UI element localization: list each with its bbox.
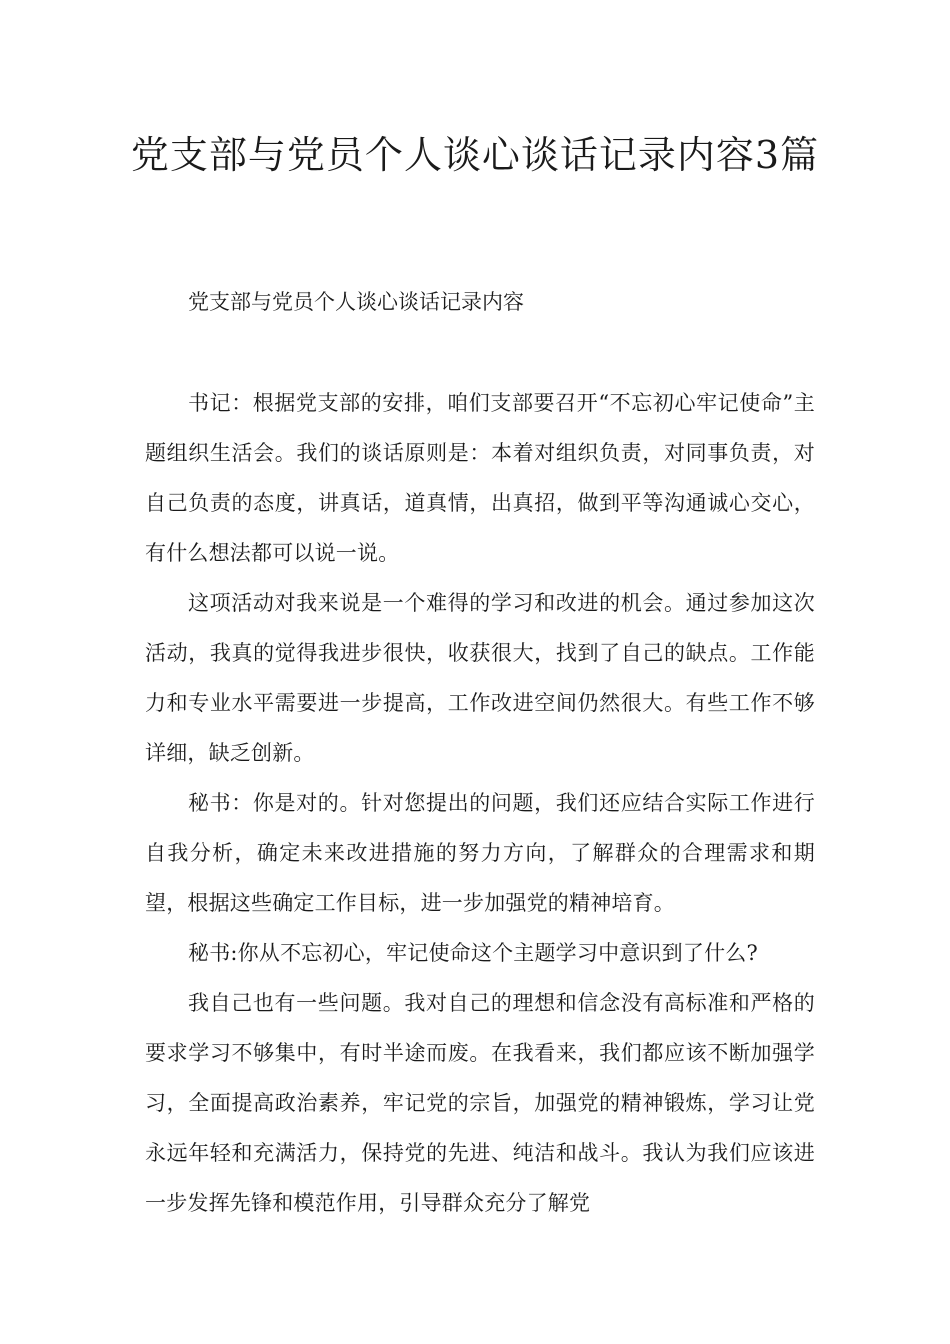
paragraph-member-answer: 我自己也有一些问题。我对自己的理想和信念没有高标准和严格的要求学习不够集中，有时半途而废。在我看来，我们都应该不断加强学习，全面提高政治素养，牢记党的宗旨，加强党的精神锻炼，学习让党永远年轻和充满活力，保持党的先进、纯洁和战斗。我认为我们应该进一步发挥先锋和模范作用，引导群众充分了解党	[145, 991, 815, 1215]
document-body	[145, 378, 815, 1228]
paragraph-member-reflection: 这项活动对我来说是一个难得的学习和改进的机会。通过参加这次活动，我真的觉得我进步很快，收获很大，找到了自己的缺点。工作能力和专业水平需要进一步提高，工作改进空间仍然很大。有些工作不够详细，缺乏创新。	[145, 591, 815, 765]
paragraph-secretary-response: 秘书：你是对的。针对您提出的问题，我们还应结合实际工作进行自我分析，确定未来改进措施的努力方向，了解群众的合理需求和期望，根据这些确定工作目标，进一步加强党的精神培育。	[145, 791, 815, 915]
document-title: 党支部与党员个人谈心谈话记录内容3篇	[130, 133, 820, 177]
paragraph-secretary-opening: 书记：根据党支部的安排，咱们支部要召开“不忘初心牢记使命”主题组织生活会。我们的谈话原则是：本着对组织负责，对同事负责，对自己负责的态度，讲真话，道真情，出真招，做到平等沟通诚心交心，有什么想法都可以说一说。	[145, 391, 815, 565]
paragraph-secretary-question: 秘书:你从不忘初心，牢记使命这个主题学习中意识到了什么?	[188, 941, 758, 965]
document-subtitle: 党支部与党员个人谈心谈话记录内容	[188, 290, 524, 314]
